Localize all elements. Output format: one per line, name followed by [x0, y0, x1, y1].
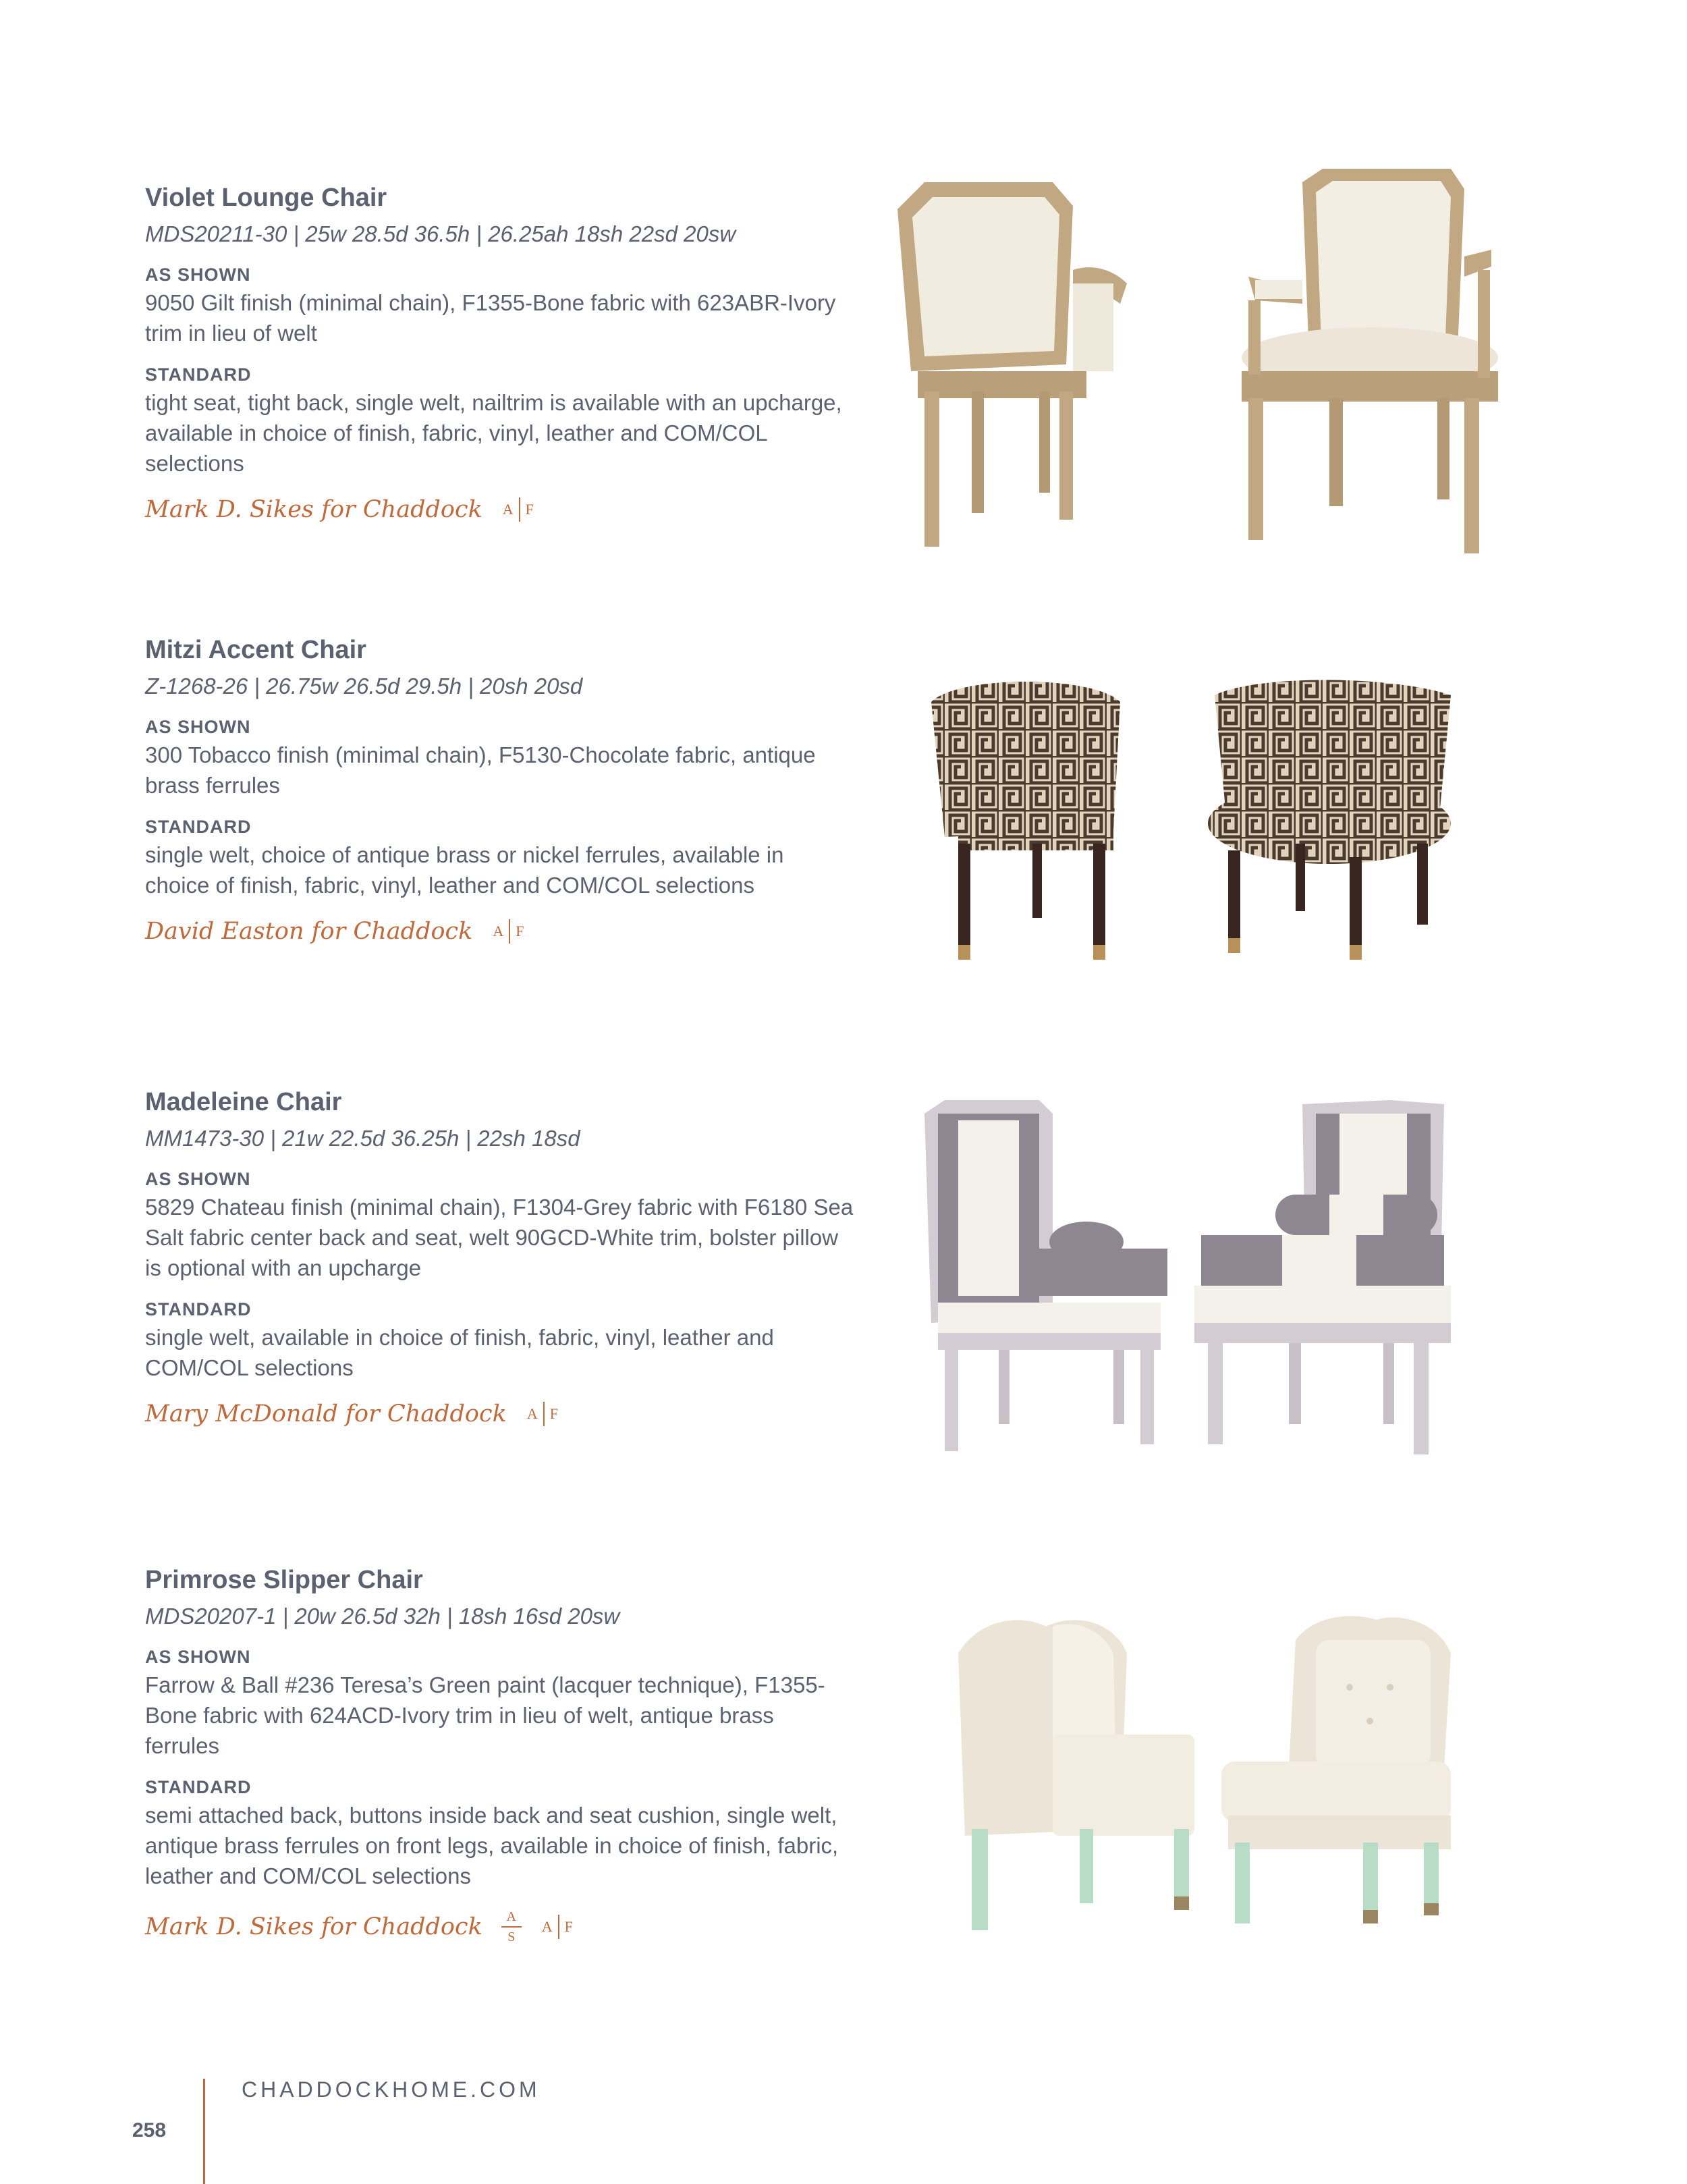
product-title: Madeleine Chair: [145, 1088, 342, 1116]
mark-letter: F: [516, 923, 524, 939]
as-shown-label: AS SHOWN: [145, 1647, 251, 1667]
mark-letter: A: [541, 1918, 553, 1935]
as-shown-text: 9050 Gilt finish (minimal chain), F1355-Bone fabric with 623ABR-Ivory trim in lieu of welt: [145, 290, 836, 346]
standard-text: single welt, available in choice of finish, fabric, vinyl, leather and COM/COL selections: [145, 1325, 774, 1380]
primrose-slipper-chair-photo: [951, 1613, 1464, 1937]
standard-text: semi attached back, buttons inside back and seat cushion, single welt, antique brass ferrules on front legs, available in choice of finish, fabric, leather and COM/COL selections: [145, 1803, 839, 1888]
mark-letter: F: [564, 1918, 573, 1935]
product-specs: MDS20211-30 | 25w 28.5d 36.5h | 26.25ah 18sh 22sd 20sw: [145, 221, 736, 246]
standard-label: STANDARD: [145, 817, 252, 837]
as-shown-label: AS SHOWN: [145, 1169, 251, 1189]
product-title: Violet Lounge Chair: [145, 184, 387, 212]
mark-letter: A: [506, 1909, 516, 1924]
chair-back-view: [897, 182, 1127, 547]
product-info: [145, 182, 854, 523]
footer-website: CHADDOCKHOME.COM: [242, 2077, 541, 2102]
product-info: [145, 1564, 854, 1945]
page-number: 258: [132, 2119, 167, 2141]
standard-label: STANDARD: [145, 1299, 252, 1319]
af-mark: [503, 497, 534, 522]
standard-label: STANDARD: [145, 1777, 252, 1797]
af-mark: [527, 1402, 558, 1426]
standard-label: STANDARD: [145, 364, 252, 385]
mitzi-accent-chair-photo: [918, 675, 1485, 965]
chair-front-view: [1221, 1616, 1451, 1923]
chair-back-view: [931, 682, 1120, 960]
product-specs: MDS20207-1 | 20w 26.5d 32h | 18sh 16sd 20sw: [145, 1604, 620, 1629]
madeleine-chair-photo: [918, 1100, 1458, 1458]
mark-letter: A: [502, 501, 514, 518]
designer-line: [145, 1400, 854, 1427]
designer-name: David Easton for Chaddock: [145, 918, 473, 945]
chair-front-view: [1208, 680, 1451, 960]
mark-letter: F: [549, 1405, 558, 1422]
designer-line: [145, 496, 854, 523]
standard-text: single welt, choice of antique brass or nickel ferrules, available in choice of finish, fabric, vinyl, leather and COM/COL selections: [145, 842, 784, 898]
product-title: Primrose Slipper Chair: [145, 1566, 423, 1594]
mark-letter: A: [493, 923, 504, 939]
af-mark: [542, 1915, 573, 1939]
chair-back-view: [958, 1620, 1194, 1930]
mark-letter: F: [525, 501, 534, 518]
af-mark: [493, 919, 524, 944]
designer-line: [145, 918, 854, 945]
mark-letter: A: [526, 1405, 538, 1422]
as-shown-text: Farrow & Ball #236 Teresa’s Green paint (lacquer technique), F1355-Bone fabric with 624ACD-Ivory trim in lieu of welt, antique brass ferrules: [145, 1672, 825, 1758]
as-shown-label: AS SHOWN: [145, 265, 251, 285]
product-title: Mitzi Accent Chair: [145, 636, 366, 664]
as-shown-text: 300 Tobacco finish (minimal chain), F5130-Chocolate fabric, antique brass ferrules: [145, 742, 816, 798]
designer-line: [145, 1909, 854, 1945]
product-specs: MM1473-30 | 21w 22.5d 36.25h | 22sh 18sd: [145, 1126, 580, 1151]
mark-letter: S: [507, 1930, 516, 1944]
as-shown-label: AS SHOWN: [145, 717, 251, 737]
standard-text: tight seat, tight back, single welt, nailtrim is available with an upcharge, available in choice of finish, fabric, vinyl, leather and COM/COL selections: [145, 390, 842, 476]
designer-name: Mary McDonald for Chaddock: [145, 1400, 507, 1427]
designer-name: Mark D. Sikes for Chaddock: [145, 496, 482, 523]
chair-front-view: [1242, 169, 1498, 553]
as-shown-text: 5829 Chateau finish (minimal chain), F1304-Grey fabric with F6180 Sea Salt fabric center back and seat, welt 90GCD-White trim, bolster pillow is optional with an upcharge: [145, 1195, 854, 1280]
chair-front-view: [1194, 1100, 1451, 1454]
violet-lounge-chair-photo: [870, 169, 1498, 560]
product-info: [145, 634, 854, 945]
product-specs: Z-1268-26 | 26.75w 26.5d 29.5h | 20sh 20sd: [145, 674, 583, 699]
product-info: [145, 1087, 854, 1427]
chair-back-view: [924, 1100, 1167, 1451]
designer-name: Mark D. Sikes for Chaddock: [145, 1913, 482, 1940]
footer-divider: [203, 2079, 205, 2184]
as-mark: [501, 1909, 522, 1945]
